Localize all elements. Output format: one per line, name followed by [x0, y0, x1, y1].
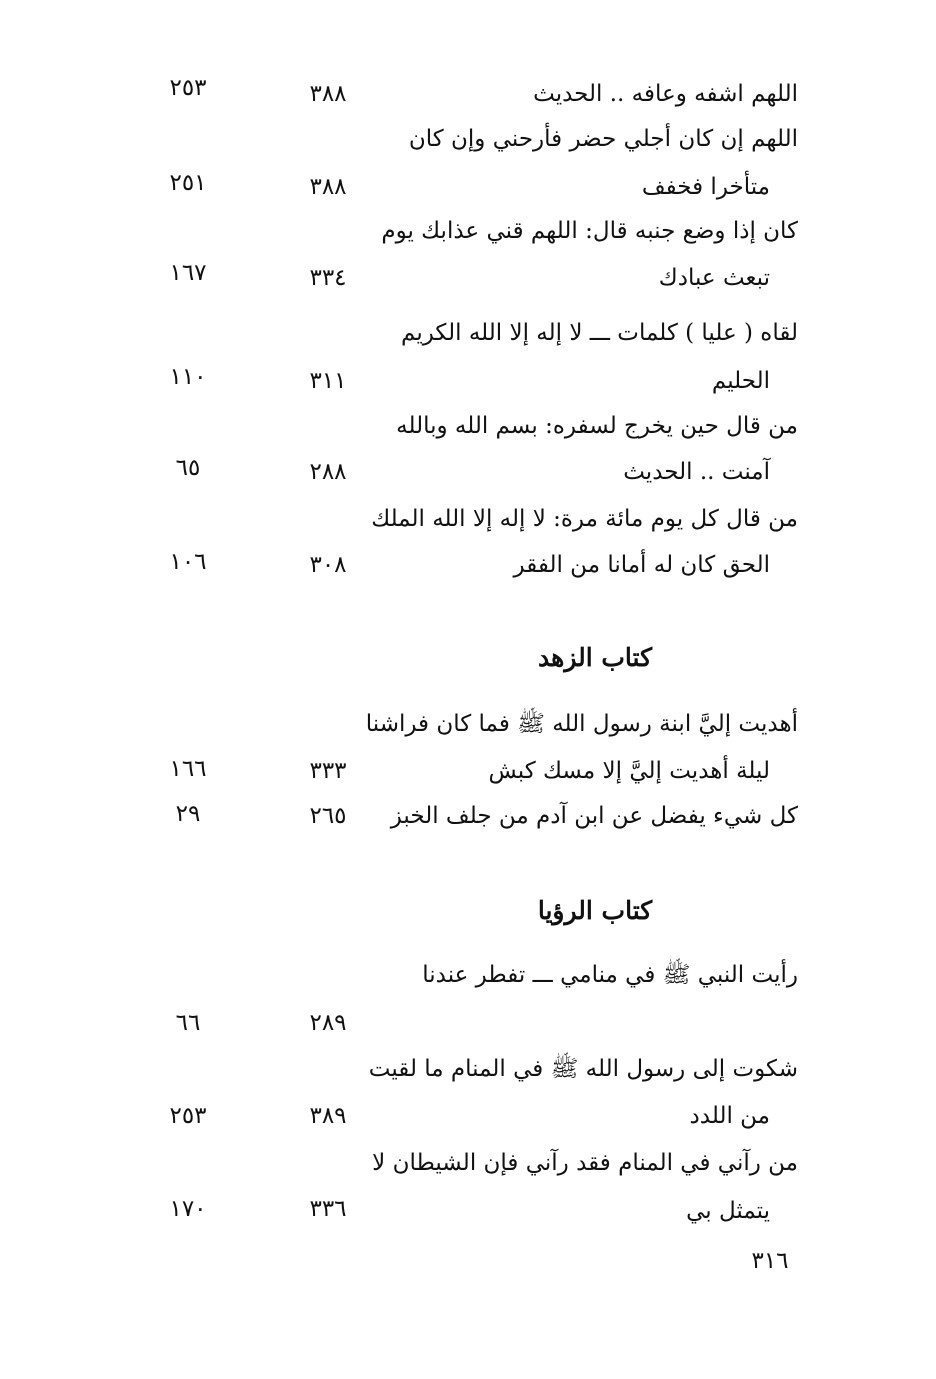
entry-text-cont: يتمثل بي: [686, 1198, 770, 1224]
entry-ref-b: ٦٦: [175, 1010, 201, 1036]
entry-text-cont: تبعث عبادك: [658, 265, 770, 291]
entry-text-cont: الحق كان له أمانا من الفقر: [513, 552, 770, 578]
entry-text: من رآني في المنام فقد رآني فإن الشيطان لا: [372, 1150, 798, 1176]
entry-ref-a: ٣٣٤: [309, 265, 347, 291]
entry-text: من قال كل يوم مائة مرة: لا إله إلا الله الملك: [371, 506, 798, 532]
entry-ref-b: ١٠٦: [169, 549, 207, 575]
entry-ref-a: ٣١١: [309, 368, 347, 394]
entry-text: كان إذا وضع جنبه قال: اللهم قني عذابك يوم: [381, 218, 798, 244]
entry-text-cont: من اللدد: [689, 1103, 770, 1129]
entry-text: من قال حين يخرج لسفره: بسم الله وبالله: [396, 413, 798, 439]
entry-ref-b: ٢٥٣: [169, 1103, 207, 1129]
section-heading-ruya: كتاب الرؤيا: [537, 896, 653, 925]
entry-ref-b: ١١٠: [169, 364, 207, 390]
entry-ref-b: ١٦٦: [169, 756, 207, 782]
entry-text: شكوت إلى رسول الله ﷺ في المنام ما لقيت: [368, 1056, 798, 1082]
entry-ref-a: ٣٠٨: [309, 552, 347, 578]
entry-text-cont: آمنت .. الحديث: [623, 459, 770, 485]
entry-text: لقاه ( عليا ) كلمات ـــ لا إله إلا الله الكريم: [401, 320, 798, 346]
entry-ref-a: ٢٨٨: [309, 459, 347, 485]
entry-ref-a: ٢٦٥: [309, 803, 347, 829]
entry-text-cont: ليلة أهديت إليَّ إلا مسك كبش: [488, 758, 770, 784]
entry-text: رأيت النبي ﷺ في منامي ـــ تفطر عندنا: [422, 962, 798, 988]
entry-ref-a: ٣٣٣: [309, 758, 347, 784]
entry-text: أهديت إليَّ ابنة رسول الله ﷺ فما كان فراشنا: [365, 711, 798, 737]
page-number: ٣١٦: [751, 1248, 789, 1274]
entry-ref-a: ٣٨٨: [309, 174, 347, 200]
entry-ref-b: ٢٥١: [169, 170, 207, 196]
entry-ref-a: ٣٨٨: [309, 81, 347, 107]
entry-ref-b: ١٧٠: [169, 1196, 207, 1222]
entry-ref-b: ١٦٧: [169, 260, 207, 286]
entry-ref-b: ٦٥: [175, 455, 201, 481]
entry-text: اللهم إن كان أجلي حضر فأرحني وإن كان: [408, 126, 798, 152]
entry-ref-b: ٢٥٣: [169, 75, 207, 101]
entry-ref-a: ٢٨٩: [309, 1010, 347, 1036]
entry-text-cont: متأخرا فخفف: [641, 174, 770, 200]
section-heading-zuhd: كتاب الزهد: [538, 643, 652, 672]
entry-text: كل شيء يفضل عن ابن آدم من جلف الخبز: [390, 803, 798, 829]
entry-ref-a: ٣٨٩: [309, 1103, 347, 1129]
entry-text: اللهم اشفه وعافه .. الحديث: [533, 81, 798, 107]
entry-text-cont: الحليم: [711, 368, 770, 394]
entry-ref-a: ٣٣٦: [309, 1196, 347, 1222]
entry-ref-b: ٢٩: [175, 801, 201, 827]
